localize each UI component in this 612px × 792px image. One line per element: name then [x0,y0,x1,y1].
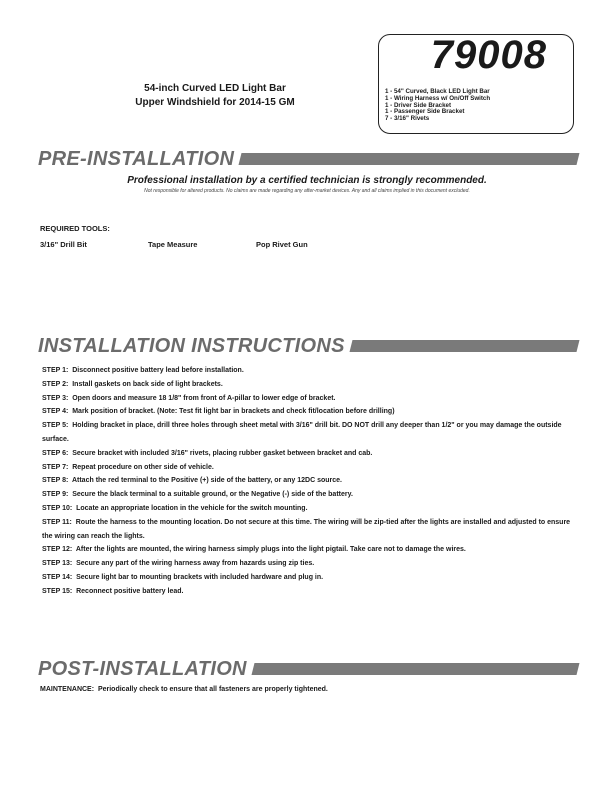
kit-item: 1 - Passenger Side Bracket [385,108,465,116]
step-item: STEP 6: Secure bracket with included 3/16" rivets, placing rubber gasket between bracket and cab. [42,449,373,457]
kit-contents-list [385,89,490,123]
step-item: STEP 13: Secure any part of the wiring harness away from hazards using zip ties. [42,560,315,568]
step-item: STEP 10: Locate an appropriate location in the vehicle for the switch mounting. [42,504,308,512]
step-item: STEP 1: Disconnect positive battery lead before installation. [42,367,244,374]
product-title-line2: Upper Windshield for 2014-15 GM [135,97,295,108]
step-item: STEP 7: Repeat procedure on other side of vehicle. [42,463,214,471]
step-item: STEP 11: Route the harness to the mounting location. Do not secure at this time. The wiring will be zip-tied after the lights are installed and adjusted to ensure the wiring can reach the lights. [42,518,571,540]
step-item: STEP 14: Secure light bar to mounting brackets with included hardware and plug in. [42,573,324,581]
step-item: STEP 4: Mark position of bracket. (Note: Test fit light bar in brackets and check fit/location before drilling) [42,408,395,416]
maintenance-label: MAINTENANCE: [40,686,95,693]
maintenance-text: Periodically check to ensure that all fasteners are properly tightened. [97,686,328,693]
tool-drill-bit: 3/16" Drill Bit [40,240,87,249]
post-installation-title: POST-INSTALLATION [38,657,247,680]
tool-pop-rivet-gun: Pop Rivet Gun [256,240,308,249]
pre-installation-title: PRE-INSTALLATION [38,147,235,170]
step-item: STEP 2: Install gaskets on back side of light brackets. [42,380,223,388]
kit-item: 1 - 54" Curved, Black LED Light Bar [385,88,490,95]
installation-steps [42,364,572,599]
part-number: 79008 [430,33,547,77]
part-number-box [378,34,574,134]
professional-install-notice: Professional installation by a certified technician is strongly recommended. [127,175,487,186]
step-item: STEP 9: Secure the black terminal to a suitable ground, or the Negative (-) side of the battery. [42,491,353,499]
section-divider-bar [239,153,580,165]
installation-title: INSTALLATION INSTRUCTIONS [38,334,345,357]
step-item: STEP 8: Attach the red terminal to the Positive (+) side of the battery, or any 12DC source. [42,477,342,485]
required-tools-heading: REQUIRED TOOLS: [40,224,110,233]
maintenance-note [40,686,328,693]
section-divider-bar [251,663,579,675]
kit-item: 1 - Wiring Harness w/ On/Off Switch [385,94,491,102]
product-title-line1: 54-inch Curved LED Light Bar [144,83,286,94]
step-item: STEP 5: Holding bracket in place, drill three holes through sheet metal with 3/16" drill bit. DO NOT drill any deeper than 1/2" or you may damage the outside surface. [42,422,562,443]
post-installation-header [38,657,578,681]
kit-item: 1 - Driver Side Bracket [385,101,452,109]
product-title [100,82,330,110]
step-item: STEP 3: Open doors and measure 18 1/8" from front of A-pillar to lower edge of bracket. [42,394,336,402]
section-divider-bar [349,340,579,352]
tool-tape-measure: Tape Measure [148,240,198,249]
disclaimer-text: Not responsible for altered products. No claims are made regarding any after-market devices. Any and all claims implied in this document excluded. [144,188,470,194]
kit-item: 7 - 3/16" Rivets [385,115,430,123]
step-item: STEP 12: After the lights are mounted, the wiring harness simply plugs into the light pigtail. Take care not to damage the wires. [42,546,466,554]
pre-installation-header [38,147,578,171]
step-item: STEP 15: Reconnect positive battery lead. [42,587,184,595]
installation-header [38,334,578,358]
